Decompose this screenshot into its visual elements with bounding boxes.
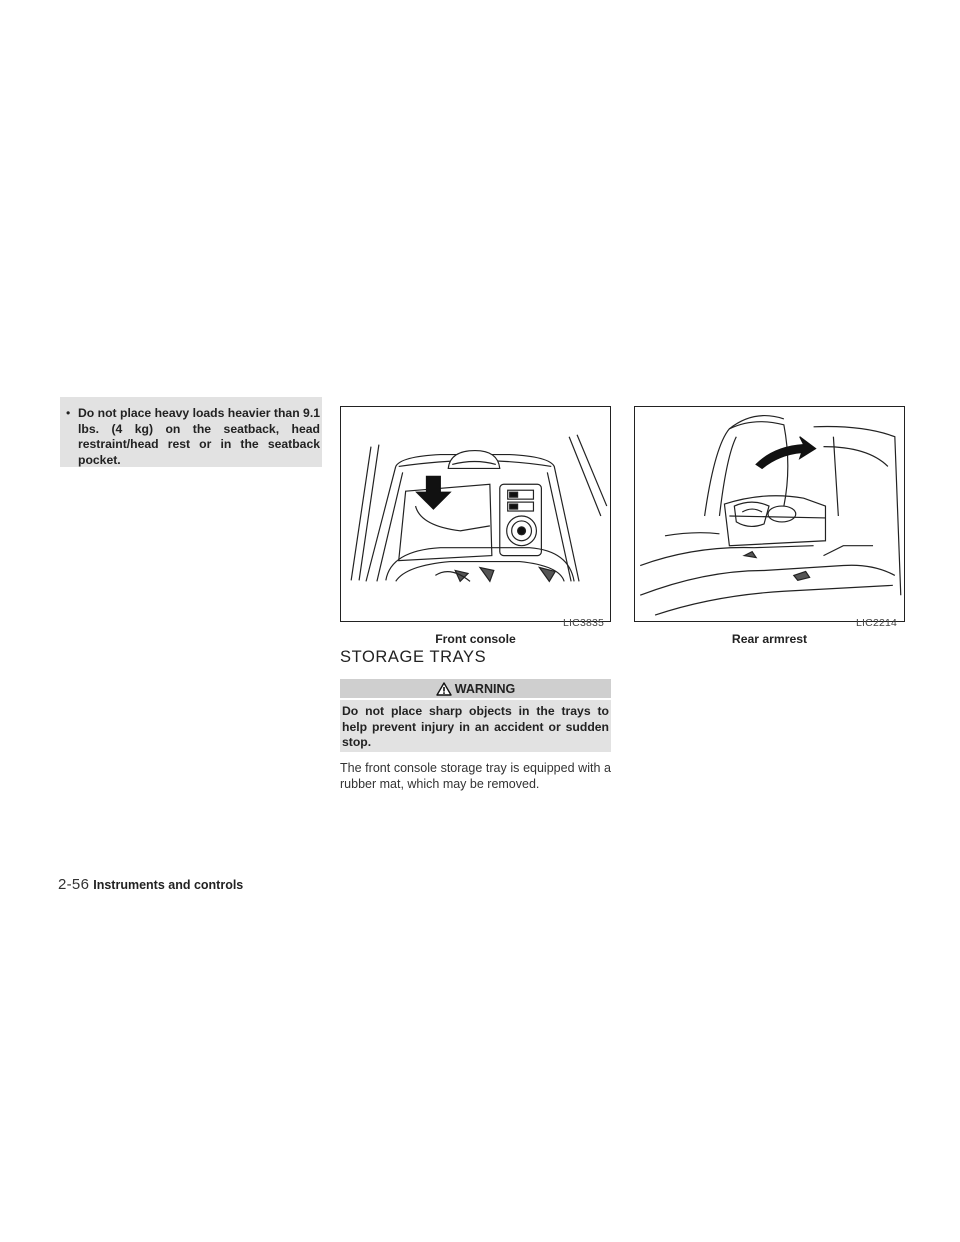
section-title: STORAGE TRAYS: [340, 648, 487, 666]
figure-caption-front: Front console: [435, 632, 516, 646]
rear-armrest-figure: [634, 406, 905, 622]
front-console-figure: [340, 406, 611, 622]
body-paragraph: The front console storage tray is equipped with a rubber mat, which may be removed.: [340, 761, 611, 791]
caution-bullet: •: [66, 406, 71, 420]
rear-armrest-illustration: [635, 407, 904, 621]
figure-caption-rear: Rear armrest: [731, 632, 808, 646]
page-footer: [58, 876, 243, 893]
caution-item: [66, 406, 320, 468]
chapter-title: Instruments and controls: [93, 878, 244, 892]
figure-code-rear: LIC2214: [856, 617, 898, 629]
figure-code-front: LIC3835: [563, 617, 605, 629]
warning-label: WARNING: [454, 681, 516, 696]
front-console-illustration: [341, 407, 610, 621]
warning-triangle-icon: [436, 682, 452, 696]
caution-text: Do not place heavy loads heavier than 9.1 lbs. (4 kg) on the seatback, head restraint/head rest or in the seatback pocket.: [78, 406, 320, 467]
warning-text: Do not place sharp objects in the trays to help prevent injury in an accident or sudden stop.: [342, 704, 609, 749]
warning-header: [340, 679, 611, 698]
page-number: 2-56: [58, 876, 90, 893]
